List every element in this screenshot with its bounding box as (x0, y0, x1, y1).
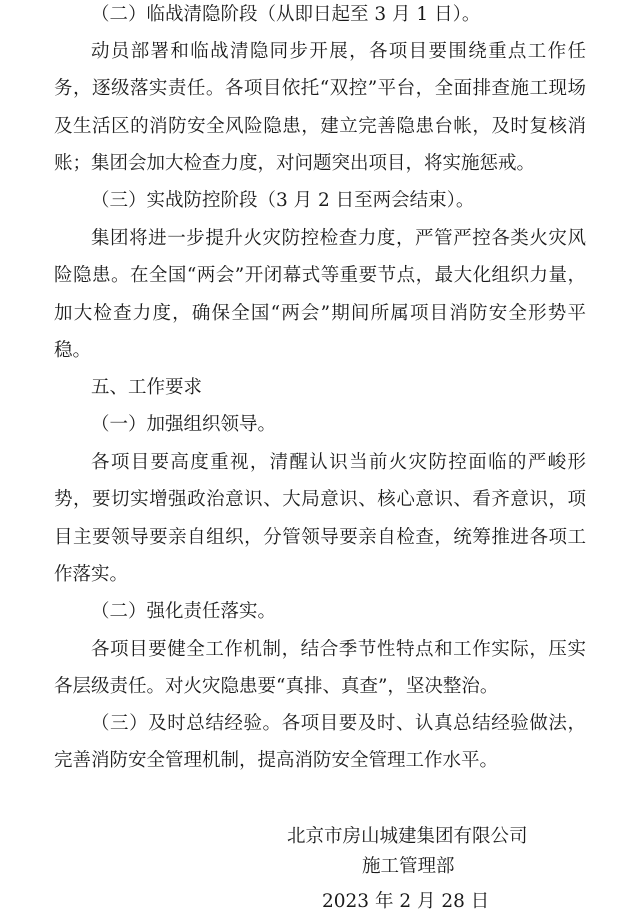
phase2-body: 动员部署和临战清隐同步开展，各项目要围绕重点工作任务，逐级落实责任。各项目依托“双控”平台，全面排查施工现场及生活区的消防安全风险隐患，建立完善隐患台帐，及时复核消账；集团会加大检查力度，对问题突出项目，将实施惩戒。 (54, 41, 586, 175)
section5-heading: 五、工作要求 (91, 377, 203, 398)
req2-heading: （二）强化责任落实。 (91, 601, 277, 622)
phase3-heading: （三）实战防控阶段（3 月 2 日至两会结束）。 (91, 190, 475, 211)
phase2-heading: （二）临战清隐阶段（从即日起至 3 月 1 日）。 (91, 4, 481, 25)
req1-heading: （一）加强组织领导。 (91, 414, 277, 435)
req2-body: 各项目要健全工作机制，结合季节性特点和工作实际，压实各层级责任。对火灾隐患要“真排、真查”，坚决整治。 (54, 639, 586, 698)
signature-date: 2023 年 2 月 28 日 (322, 891, 490, 912)
signature-company: 北京市房山城建集团有限公司 (287, 826, 528, 847)
signature-department: 施工管理部 (362, 856, 455, 877)
req1-body: 各项目要高度重视，清醒认识当前火灾防控面临的严峻形势，要切实增强政治意识、大局意识、核心意识、看齐意识，项目主要领导要亲自组织，分管领导要亲自检查，统筹推进各项工作落实。 (54, 452, 586, 586)
phase3-body: 集团将进一步提升火灾防控检查力度，严管严控各类火灾风险隐患。在全国“两会”开闭幕式等重要节点，最大化组织力量，加大检查力度，确保全国“两会”期间所属项目消防安全形势平稳。 (54, 228, 586, 362)
req3-body: （三）及时总结经验。各项目要及时、认真总结经验做法，完善消防安全管理机制，提高消防安全管理工作水平。 (54, 713, 586, 772)
